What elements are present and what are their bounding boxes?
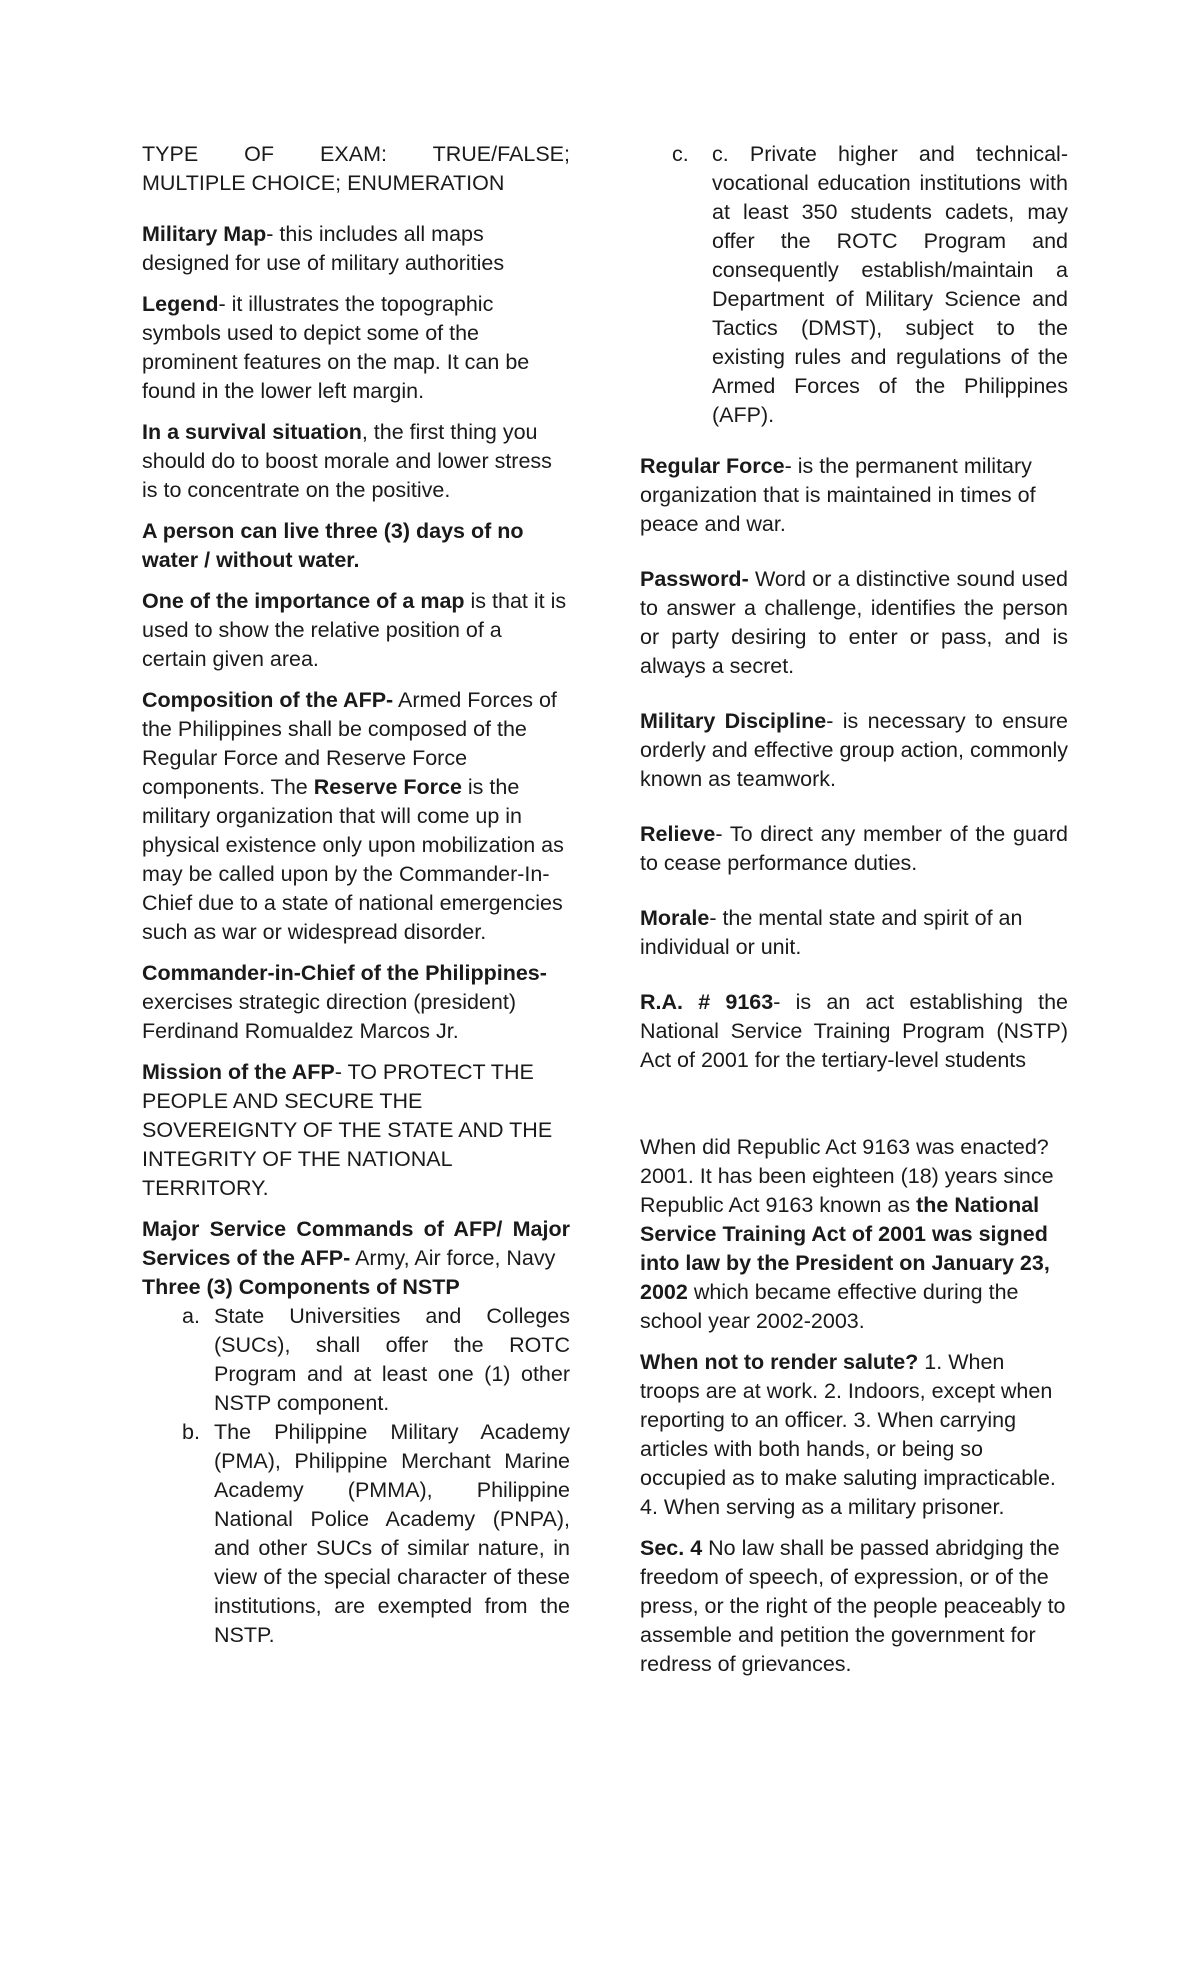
- salute-entry: [640, 1348, 1068, 1522]
- major-services-term: Major Service Commands of AFP/ Major Services of the AFP-: [142, 1217, 570, 1270]
- ra-9163-entry: [640, 988, 1068, 1075]
- regular-force-term: Regular Force: [640, 454, 785, 478]
- afp-mission-definition: - TO PROTECT THE PEOPLE AND SECURE THE SOVEREIGNTY OF THE STATE AND THE INTEGRITY OF THE NATIONAL TERRITORY.: [142, 1060, 553, 1200]
- commander-in-chief-entry: [142, 959, 570, 1046]
- map-importance-definition: is that it is used to show the relative position of a certain given area.: [142, 589, 567, 671]
- morale-definition: - the mental state and spirit of an individual or unit.: [640, 906, 1023, 959]
- military-discipline-entry: [640, 707, 1068, 794]
- military-discipline-definition: - is necessary to ensure orderly and effective group action, commonly known as teamwork.: [640, 709, 1068, 791]
- legend-entry: [142, 290, 570, 406]
- commander-in-chief-term: Commander-in-Chief of the Philippines-: [142, 961, 547, 985]
- list-item: [142, 1302, 570, 1418]
- password-definition: Word or a distinctive sound used to answer a challenge, identifies the person or party desiring to enter or pass, and is always a secret.: [640, 567, 1068, 678]
- reserve-force-term: Reserve Force: [313, 775, 462, 799]
- ra-9163-definition: - is an act establishing the National Service Training Program (NSTP) Act of 2001 for the tertiary-level students: [640, 990, 1068, 1072]
- survival-term: In a survival situation: [142, 420, 362, 444]
- ra-enactment-entry: [640, 1133, 1068, 1336]
- ra-enactment-highlight: the National Service Training Act of 2001 was signed into law by the President on January 23, 2002: [640, 1193, 1050, 1304]
- survival-definition: , the first thing you should do to boost morale and lower stress is to concentrate on the positive.: [142, 420, 552, 502]
- relieve-definition: - To direct any member of the guard to cease performance duties.: [640, 822, 1068, 875]
- list-marker: a.: [182, 1304, 200, 1328]
- legend-term: Legend: [142, 292, 219, 316]
- military-map-term: Military Map: [142, 222, 267, 246]
- ra-enactment-text: When did Republic Act 9163 was enacted? 2001. It has been eighteen (18) years since Republic Act 9163 known as: [640, 1135, 1054, 1217]
- survival-entry: [142, 418, 570, 505]
- map-importance-entry: [142, 587, 570, 674]
- ra-9163-term: R.A. # 9163: [640, 990, 774, 1014]
- regular-force-definition: - is the permanent military organization that is maintained in times of peace and war.: [640, 454, 1036, 536]
- list-marker: c.: [672, 142, 689, 166]
- right-column: [640, 140, 1068, 1679]
- list-item: [142, 1418, 570, 1650]
- regular-force-entry: [640, 452, 1068, 539]
- list-item: [640, 140, 1068, 430]
- afp-composition-entry: [142, 686, 570, 947]
- morale-term: Morale: [640, 906, 710, 930]
- password-term: Password-: [640, 567, 749, 591]
- section-4-term: Sec. 4: [640, 1536, 703, 1560]
- major-services-entry: [142, 1215, 570, 1273]
- military-map-entry: [142, 220, 570, 278]
- afp-mission-entry: [142, 1058, 570, 1203]
- list-item-text: State Universities and Colleges (SUCs), shall offer the ROTC Program and at least one (1) other NSTP component.: [214, 1304, 570, 1415]
- section-4-definition: No law shall be passed abridging the freedom of speech, of expression, or of the press, or the right of the people peaceably to assemble and petition the government for redress of grievances.: [640, 1536, 1066, 1676]
- salute-term: When not to render salute?: [640, 1350, 919, 1374]
- morale-entry: [640, 904, 1068, 962]
- password-entry: [640, 565, 1068, 681]
- afp-composition-definition: Armed Forces of the Philippines shall be composed of the Regular Force and Reserve Force components. The: [142, 688, 557, 799]
- military-discipline-term: Military Discipline: [640, 709, 827, 733]
- commander-in-chief-definition: exercises strategic direction (president) Ferdinand Romualdez Marcos Jr.: [142, 990, 517, 1043]
- afp-composition-term: Composition of the AFP-: [142, 688, 394, 712]
- water-survival-statement: A person can live three (3) days of no water / without water.: [142, 519, 524, 572]
- exam-type-line-2: MULTIPLE CHOICE; ENUMERATION: [142, 171, 505, 195]
- nstp-components-heading: Three (3) Components of NSTP: [142, 1275, 460, 1299]
- salute-definition: 1. When troops are at work. 2. Indoors, except when reporting to an officer. 3. When carrying articles with both hands, or being so occupied as to make saluting impracticable. 4. When serving as a military prisoner.: [640, 1350, 1056, 1519]
- map-importance-term: One of the importance of a map: [142, 589, 465, 613]
- relieve-entry: [640, 820, 1068, 878]
- list-item-text: The Philippine Military Academy (PMA), Philippine Merchant Marine Academy (PMMA), Philippine National Police Academy (PNPA), and other SUCs of similar nature, in view of the special character of these institutions, are exempted from the NSTP.: [214, 1420, 570, 1647]
- exam-type-line-1: TYPE OF EXAM: TRUE/FALSE;: [142, 142, 570, 166]
- reserve-force-definition: is the military organization that will come up in physical existence only upon mobilization as may be called upon by the Commander-In-Chief due to a state of national emergencies such as war or widespread disorder.: [142, 775, 564, 944]
- ra-enactment-text-end: which became effective during the school year 2002-2003.: [640, 1280, 1019, 1333]
- list-item-text: c. Private higher and technical-vocational education institutions with at least 350 students cadets, may offer the ROTC Program and consequently establish/maintain a Department of Military Science and Tactics (DMST), subject to the existing rules and regulations of the Armed Forces of the Philippines (AFP).: [712, 142, 1068, 427]
- afp-mission-term: Mission of the AFP: [142, 1060, 335, 1084]
- major-services-definition: Army, Air force, Navy: [350, 1246, 556, 1270]
- nstp-components-list-continued: [640, 140, 1068, 430]
- legend-definition: - it illustrates the topographic symbols used to depict some of the prominent features on the map. It can be found in the lower left margin.: [142, 292, 530, 403]
- section-4-entry: [640, 1534, 1068, 1679]
- nstp-components-list: [142, 1302, 570, 1650]
- list-marker: b.: [182, 1420, 200, 1444]
- relieve-term: Relieve: [640, 822, 716, 846]
- left-column: [142, 140, 570, 1650]
- military-map-definition: - this includes all maps designed for use of military authorities: [142, 222, 505, 275]
